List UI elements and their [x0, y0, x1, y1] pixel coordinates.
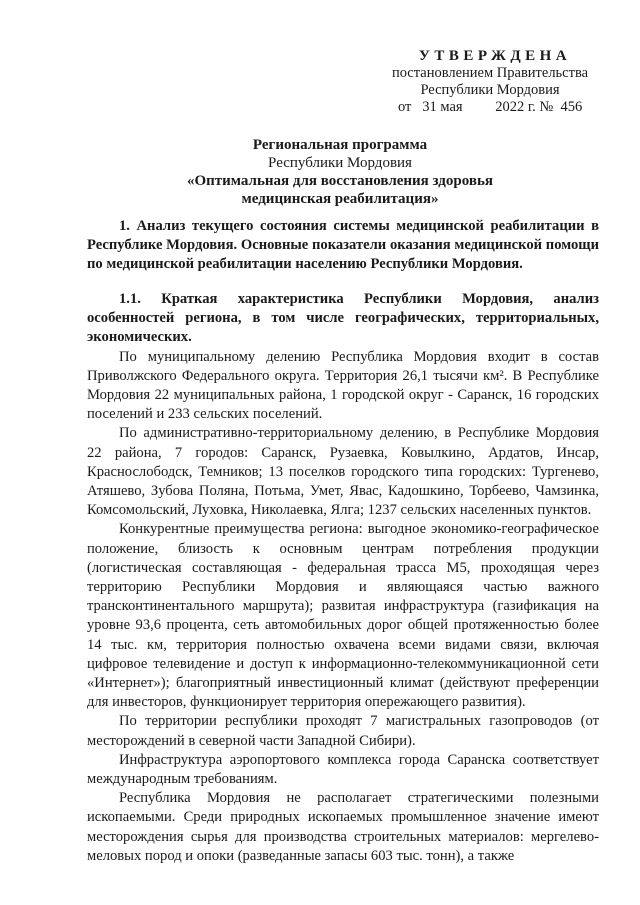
approval-heading: УТВЕРЖДЕНА [418, 48, 572, 64]
section-1-1 [87, 290, 599, 866]
paragraph-3: Конкурентные преимущества региона: выгодное экономико-географическое положение, близость к основным центрам потребления продукции (логистическая составляющая - федеральная трасса М5, проходящая через территорию Республики Мордовия и являющаяся частью важного трансконтинентального маршрута); развитая инфраструктура (газификация на уровне 93,6 процента, сеть автомобильных дорог общей протяженностью более 14 тыс. км, территория полностью охвачена всеми видами связи, включая цифровое телевидение и доступ к информационно-телекоммуникационной сети «Интернет»); благоприятный инвестиционный климат (действуют преференции для инвесторов, функционирует территория опережающего развития). [87, 521, 599, 711]
title-line-3: «Оптимальная для восстановления здоровья [186, 173, 493, 189]
approval-line-1: постановлением Правительства [391, 65, 589, 81]
program-title [90, 136, 590, 208]
paragraph-5: Инфраструктура аэропортового комплекса города Саранска соответствует международным требованиям. [87, 751, 599, 788]
title-line-4: медицинская реабилитация» [241, 191, 439, 207]
section-1-heading: 1. Анализ текущего состояния системы медицинской реабилитации в Республике Мордовия. Основные показатели оказания медицинской помощи по медицинской реабилитации населению Республики Мордовия. [87, 218, 599, 273]
title-line-2: Республики Мордовия [268, 155, 412, 171]
paragraph-2: По административно-территориальному делению, в Республике Мордовия 22 района, 7 городов: Саранск, Рузаевка, Ковылкино, Ардатов, Инсар, Краснослободск, Темников; 13 поселков городского типа городских: Тургенево, Атяшево, Зубова Поляна, Потьма, Умет, Явас, Кадошкино, Торбеево, Чамзинка, Комсомольский, Луховка, Николаевка, Ялга; 1237 сельских населенных пунктов. [87, 425, 599, 519]
year-suffix: 2022 г. № [495, 99, 554, 115]
section-1 [87, 217, 599, 275]
paragraph-1: По муниципальному делению Республика Мордовия входит в состав Приволжского Федерального округа. Территория 26,1 тысячи км². В Республике Мордовия 22 муниципальных района, 1 городской округ - Саранск, 16 городских поселений и 233 сельских поселений. [87, 348, 599, 423]
approval-stamp [360, 48, 600, 116]
decree-number: 456 [560, 99, 583, 115]
date-value: 31 мая [422, 99, 463, 115]
approval-dateline [398, 99, 600, 116]
section-1-1-heading: 1.1. Краткая характеристика Республики Мордовия, анализ особенностей региона, в том числе географических, территориальных, экономических. [87, 291, 599, 346]
title-line-1: Региональная программа [252, 137, 428, 153]
paragraph-6: Республика Мордовия не располагает стратегическими полезными ископаемыми. Среди природных ископаемых промышленное значение имеют месторождения сырья для производства строительных материалов: мергелево-меловых пород и опоки (разведанные запасы 603 тыс. тонн), а также [87, 790, 599, 864]
paragraph-4: По территории республики проходят 7 магистральных газопроводов (от месторождений в северной части Западной Сибири). [87, 713, 599, 749]
approval-line-2: Республики Мордовия [420, 82, 560, 98]
date-prefix: от [398, 99, 412, 115]
